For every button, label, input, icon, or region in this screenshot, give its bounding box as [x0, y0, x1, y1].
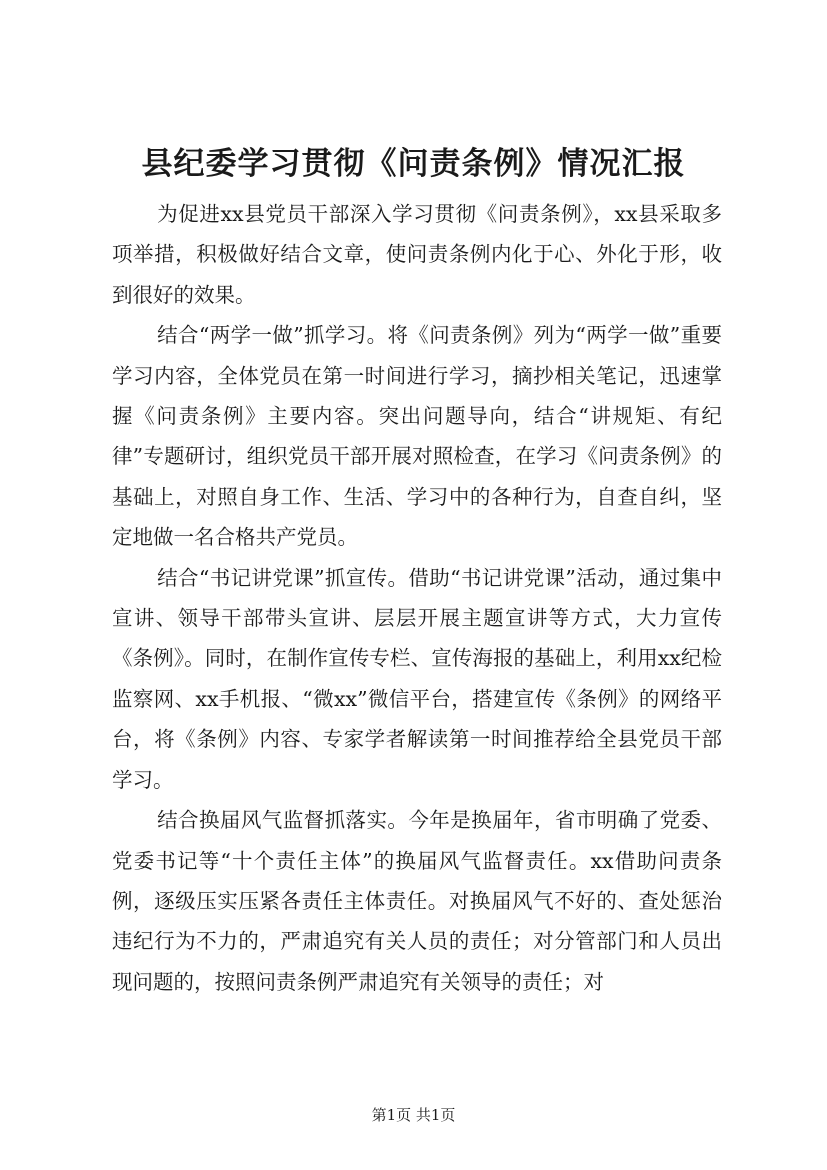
page-footer: 第1页 共1页 [371, 1106, 456, 1124]
document-body [112, 194, 722, 1002]
paragraph-study: 结合“两学一做”抓学习。将《问责条例》列为“两学一做”重要学习内容，全体党员在第一时间进行学习，摘抄相关笔记，迅速掌握《问责条例》主要内容。突出问题导向，结合“讲规矩、有纪律”专题研讨，组织党员干部开展对照检查，在学习《问责条例》的基础上，对照自身工作、生活、学习中的各种行为，自查自纠，坚定地做一名合格共产党员。 [112, 323, 722, 550]
paragraph-publicity: 结合“书记讲党课”抓宣传。借助“书记讲党课”活动，通过集中宣讲、领导干部带头宣讲、层层开展主题宣讲等方式，大力宣传《条例》。同时，在制作宣传专栏、宣传海报的基础上，利用xx纪检监察网、xx手机报、“微xx”微信平台，搭建宣传《条例》的网络平台，将《条例》内容、专家学者解读第一时间推荐给全县党员干部学习。 [112, 565, 722, 792]
document-title: 县纪委学习贯彻《问责条例》情况汇报 [141, 146, 686, 182]
paragraph-intro: 为促进xx县党员干部深入学习贯彻《问责条例》，xx县采取多项举措，积极做好结合文章，使问责条例内化于心、外化于形，收到很好的效果。 [112, 202, 722, 307]
paragraph-supervision: 结合换届风气监督抓落实。今年是换届年，省市明确了党委、党委书记等“十个责任主体”的换届风气监督责任。xx借助问责条例，逐级压实压紧各责任主体责任。对换届风气不好的、查处惩治违纪行为不力的，严肃追究有关人员的责任；对分管部门和人员出现问题的，按照问责条例严肃追究有关领导的责任；对 [112, 808, 722, 994]
